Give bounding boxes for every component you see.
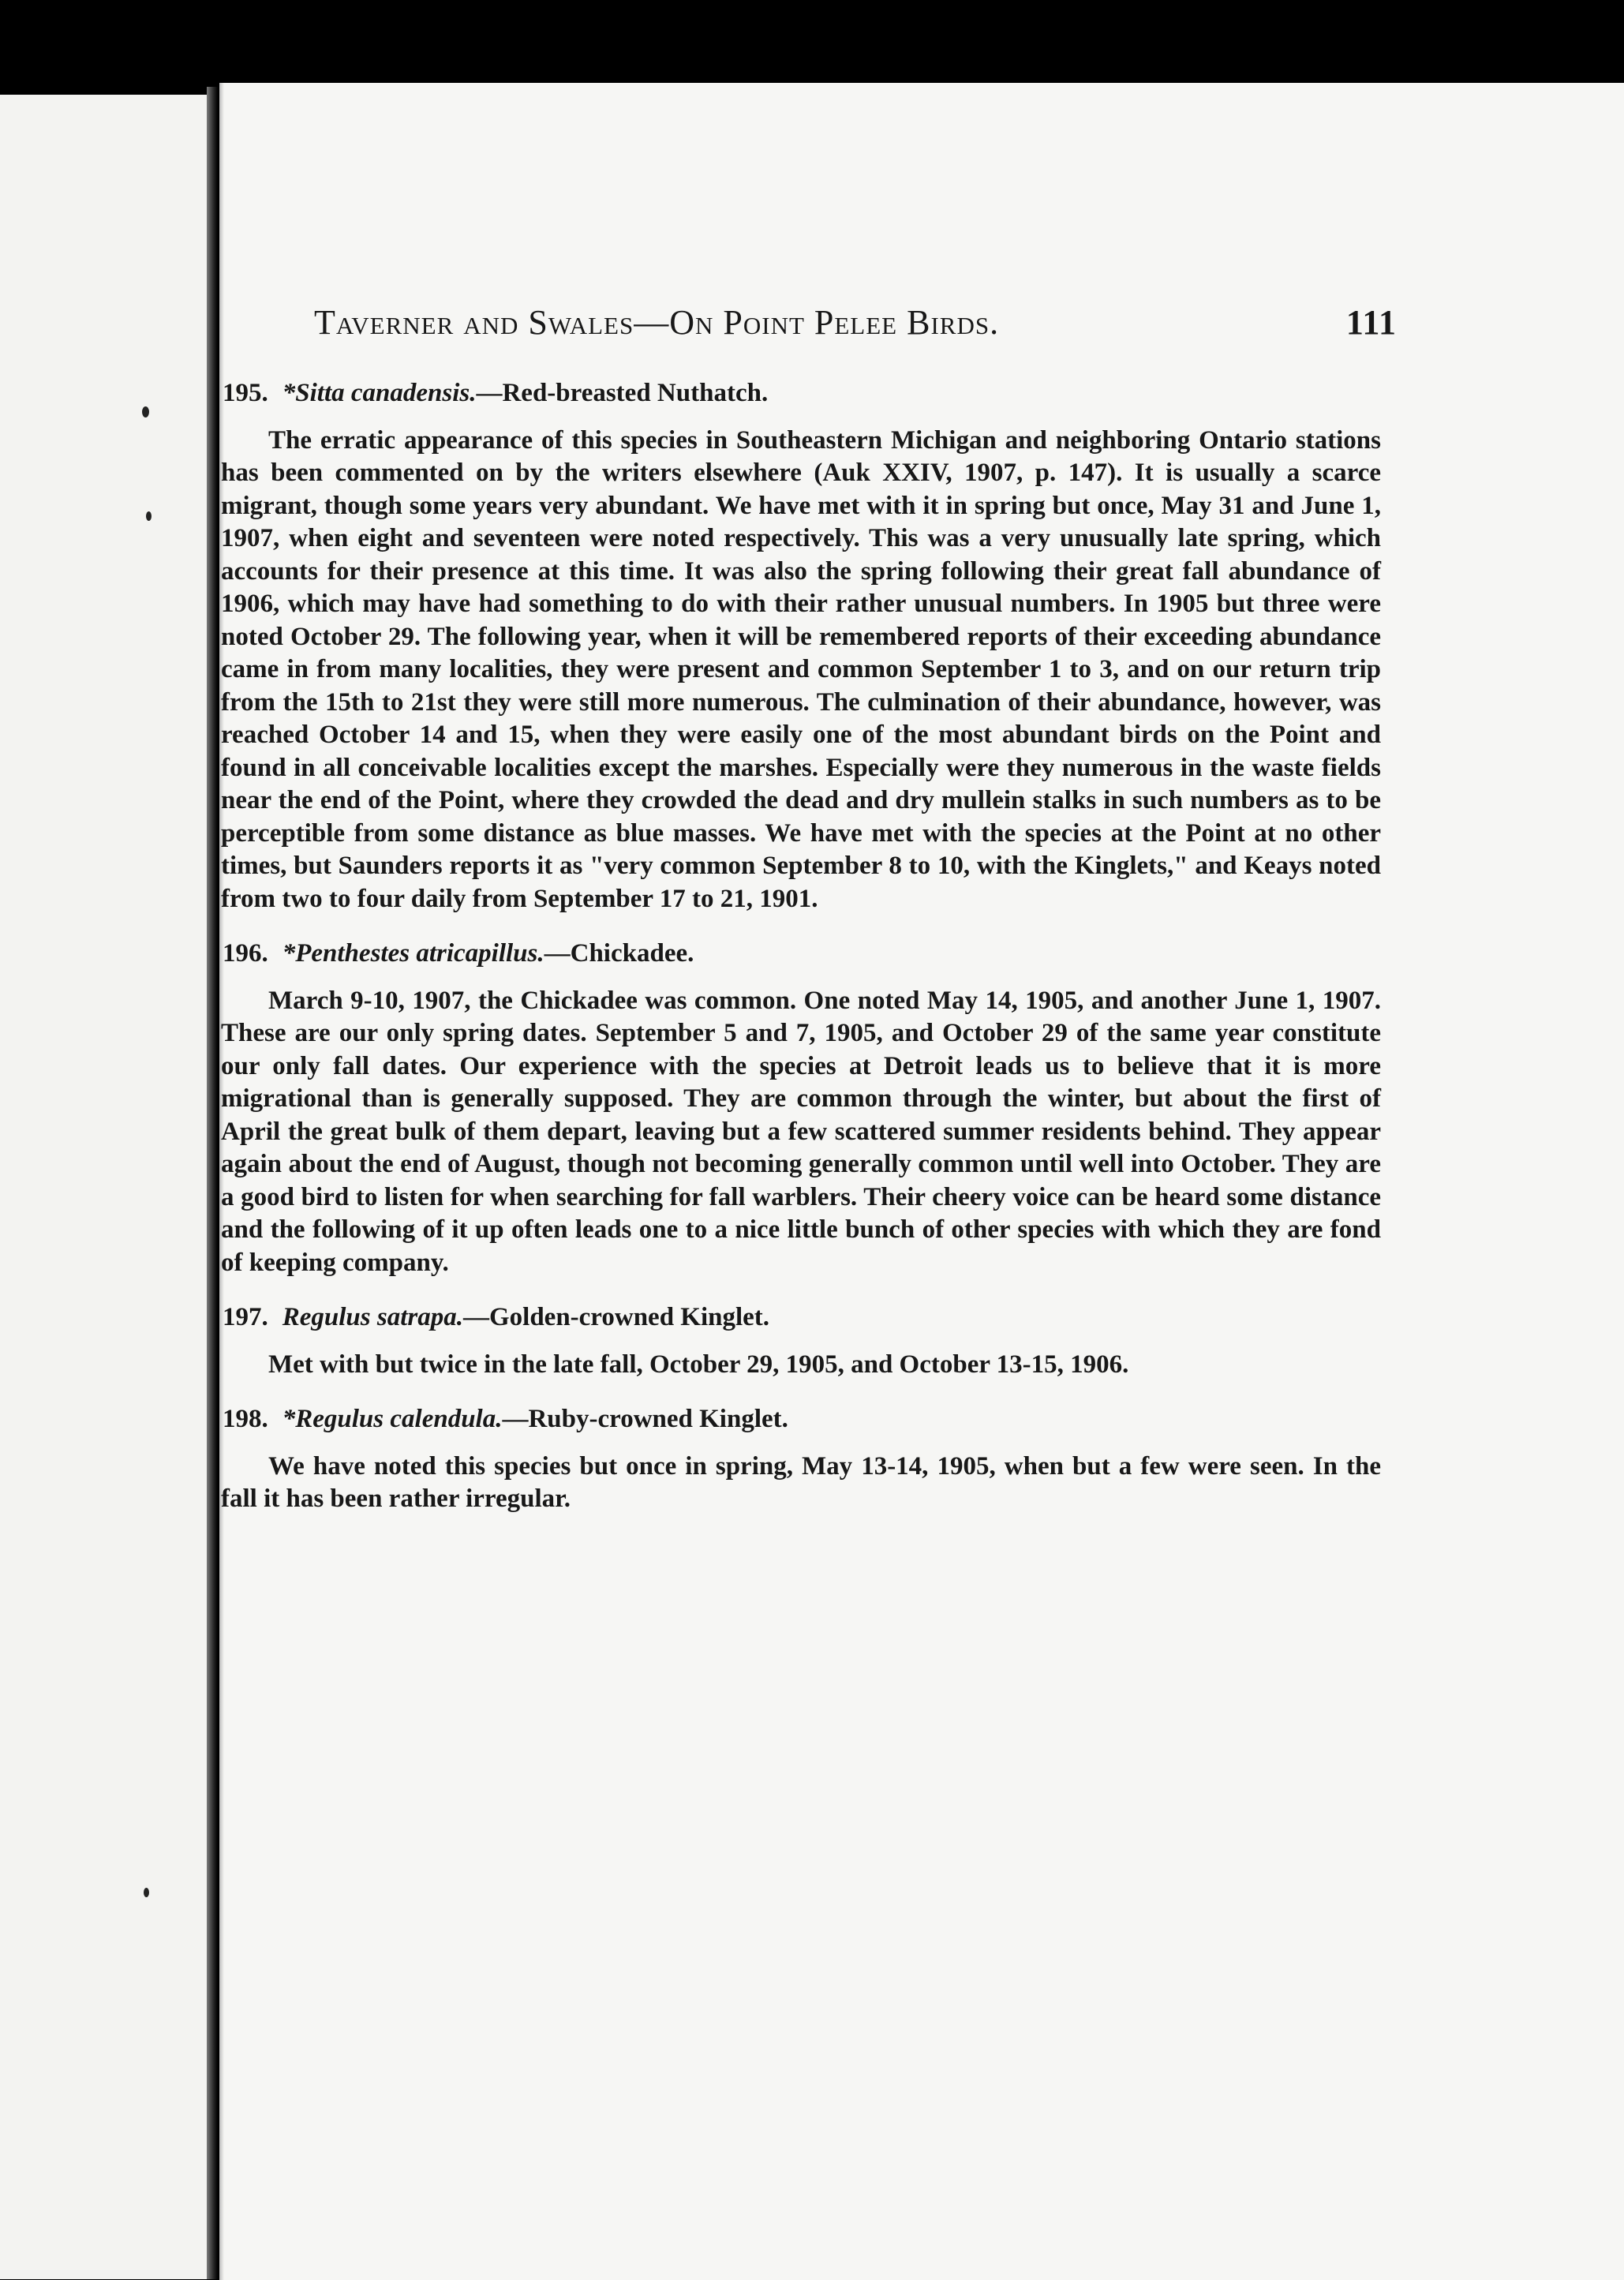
running-head [314, 302, 1397, 343]
facing-page-edge [0, 95, 211, 2279]
entry-heading [221, 1301, 1381, 1335]
entry-heading [221, 938, 1381, 971]
species-entry [221, 377, 1381, 915]
common-name: —Chickadee. [544, 939, 694, 968]
common-name: —Red-breasted Nuthatch. [476, 379, 769, 407]
species-entry [221, 1301, 1381, 1381]
entry-number: 198. [223, 1405, 268, 1433]
facing-page-shadow [207, 87, 218, 2279]
entry-text: Met with but twice in the late fall, October 29, 1905, and October 13-15, 1906. [268, 1350, 1129, 1379]
entry-text: March 9-10, 1907, the Chickadee was common. One noted May 14, 1905, and another June 1, 1907. These are our only spring dates. September 5 and 7, 1905, and October 29 of the same year constitute our only fall dates. Our experience with the species at Detroit leads us to believe that it is more migrational than is generally supposed. They are common through the winter, but about the first of April the great bulk of them depart, leaving but a few scattered summer residents behind. They appear again about the end of August, though not becoming generally common until well into October. They are a good bird to listen for when searching for fall warblers. Their cheery voice can be heard some distance and the following of it up often leads one to a nice little bunch of other species with which they are fond of keeping company. [221, 986, 1381, 1277]
scientific-name: Regulus satrapa. [282, 1303, 463, 1331]
facing-page-mark [144, 1888, 149, 1897]
facing-page-mark [146, 511, 152, 521]
entry-heading [221, 377, 1381, 410]
scientific-name: *Penthestes atricapillus. [282, 939, 544, 968]
common-name: —Ruby-crowned Kinglet. [502, 1405, 788, 1433]
entry-number: 195. [223, 379, 268, 407]
facing-page-mark [142, 406, 149, 417]
page-number: 111 [1345, 303, 1397, 342]
species-entry [221, 1403, 1381, 1516]
common-name: —Golden-crowned Kinglet. [462, 1303, 770, 1331]
scientific-name: *Regulus calendula. [282, 1405, 503, 1433]
entry-text: The erratic appearance of this species in Southeastern Michigan and neighboring Ontario stations has been commented on by the writers elsewhere (Auk XXIV, 1907, p. 147). It is usually a scarce migrant, though some years very abundant. We have met with it in spring but once, May 31 and June 1, 1907, when eight and seventeen were noted respectively. This was a very unusually late spring, which accounts for their presence at this time. It was also the spring following their great fall abundance of 1906, which may have had something to do with their rather unusual numbers. In 1905 but three were noted October 29. The following year, when it will be remembered reports of their exceeding abundance came in from many localities, they were present and common September 1 to 3, and on our return trip from the 15th to 21st they were still more numerous. The culmination of their abundance, however, was reached October 14 and 15, when they were easily one of the most abundant birds on the Point and found in all conceivable localities except the marshes. Especially were they numerous in the waste fields near the end of the Point, where they crowded the dead and dry mullein stalks in such numbers as to be perceptible from some distance as blue masses. We have met with the species at the Point at no other times, but Saunders reports it as "very common September 8 to 10, with the Kinglets," and Keays noted from two to four daily from September 17 to 21, 1901. [221, 425, 1381, 913]
species-entry [221, 938, 1381, 1279]
entry-number: 196. [223, 939, 268, 968]
scientific-name: *Sitta canadensis. [282, 379, 477, 407]
entry-text: We have noted this species but once in spring, May 13-14, 1905, when but a few were seen. In the fall it has been rather irregular. [221, 1451, 1381, 1513]
running-head-title: Taverner and Swales—On Point Pelee Birds. [314, 303, 1000, 342]
entry-number: 197. [223, 1303, 268, 1331]
entry-heading [221, 1403, 1381, 1436]
page-body [221, 377, 1381, 1538]
